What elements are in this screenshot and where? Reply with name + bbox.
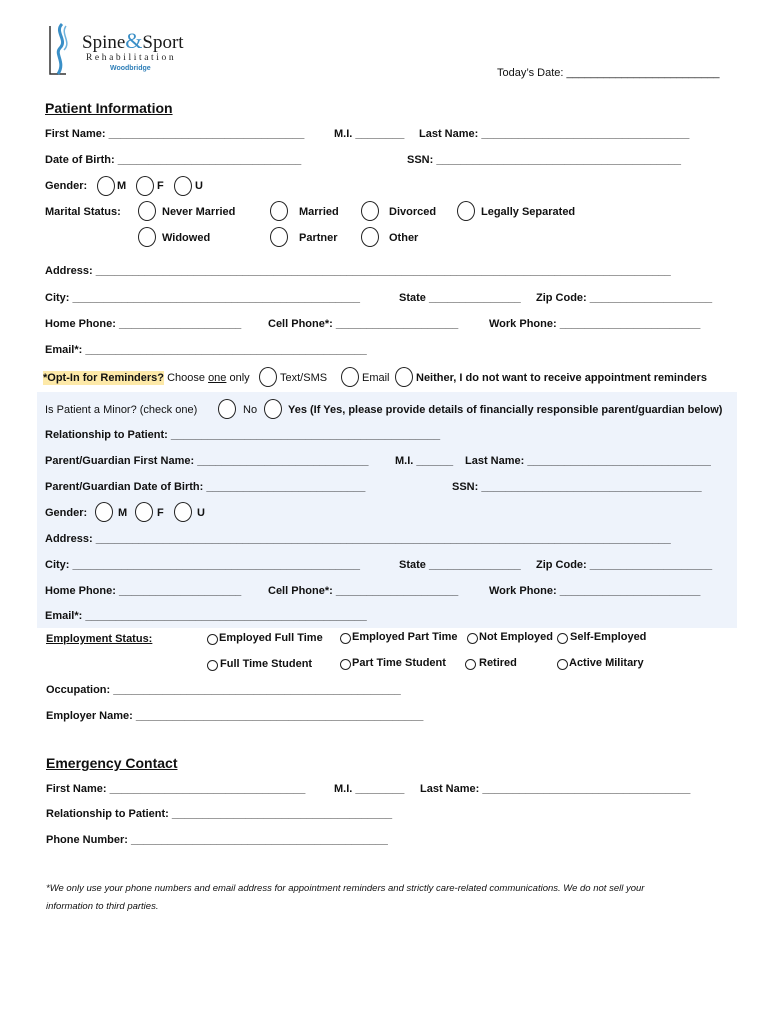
guardian-last-name-field[interactable]: Last Name: ______________________________: [465, 455, 711, 467]
marital-status-label: Marital Status:: [45, 206, 121, 218]
guardian-gender-f-radio[interactable]: [135, 502, 153, 522]
employment-status-label: Employment Status:: [46, 633, 153, 645]
emp-full-time-label: Employed Full Time: [219, 632, 323, 644]
emp-full-time-radio[interactable]: [207, 634, 218, 645]
ec-first-name-field[interactable]: First Name: ________________________________: [46, 783, 306, 795]
ec-last-name-field[interactable]: Last Name: __________________________________: [420, 783, 691, 795]
guardian-gender-label: Gender:: [45, 507, 88, 519]
guardian-gender-m-label: M: [118, 507, 128, 519]
marital-never-married-radio[interactable]: [138, 201, 156, 221]
guardian-work-phone-field[interactable]: Work Phone: _______________________: [489, 585, 701, 597]
opt-text-sms-label: Text/SMS: [280, 372, 328, 384]
guardian-zip-field[interactable]: Zip Code: ____________________: [536, 559, 713, 571]
guardian-gender-u-radio[interactable]: [174, 502, 192, 522]
ssn-field[interactable]: SSN: ________________________________________: [407, 154, 682, 166]
guardian-ssn-field[interactable]: SSN: ____________________________________: [452, 481, 702, 493]
marital-partner-label: Partner: [299, 232, 338, 244]
city-field[interactable]: City: _______________________________________________: [45, 292, 361, 304]
minor-question: Is Patient a Minor? (check one): [45, 404, 198, 416]
marital-widowed-label: Widowed: [162, 232, 211, 244]
emp-self-employed-radio[interactable]: [557, 633, 568, 644]
logo-location: Woodbridge: [110, 65, 151, 72]
emp-active-military-label: Active Military: [569, 657, 644, 669]
state-field[interactable]: State _______________: [399, 292, 521, 304]
opt-text-sms-radio[interactable]: [259, 367, 277, 387]
only-text: only: [229, 372, 250, 384]
guardian-dob-field[interactable]: Parent/Guardian Date of Birth: __________________________: [45, 481, 366, 493]
minor-yes-label: Yes (If Yes, please provide details of financially responsible parent/guardian below): [288, 404, 723, 416]
marital-divorced-label: Divorced: [389, 206, 437, 218]
marital-other-label: Other: [389, 232, 419, 244]
guardian-gender-u-label: U: [197, 507, 205, 519]
minor-yes-radio[interactable]: [264, 399, 282, 419]
privacy-footnote: [46, 880, 644, 916]
logo-spine: Spine: [82, 32, 126, 53]
marital-divorced-radio[interactable]: [361, 201, 379, 221]
employer-name-field[interactable]: Employer Name: _______________________________________________: [46, 710, 424, 722]
emp-self-employed-label: Self-Employed: [570, 631, 647, 643]
emp-not-employed-label: Not Employed: [479, 631, 553, 643]
occupation-field[interactable]: Occupation: _______________________________________________: [46, 684, 401, 696]
choose-text: Choose: [167, 372, 205, 384]
emp-ft-student-radio[interactable]: [207, 660, 218, 671]
guardian-relationship-field[interactable]: Relationship to Patient: ____________________________________________: [45, 429, 441, 441]
guardian-mi-field[interactable]: M.I. ______: [395, 455, 454, 467]
address-field[interactable]: Address: ______________________________________________________________________________________________: [45, 265, 671, 277]
minor-no-radio[interactable]: [218, 399, 236, 419]
opt-email-radio[interactable]: [341, 367, 359, 387]
gender-u-radio[interactable]: [174, 176, 192, 196]
logo-rehab: Rehabilitation: [86, 53, 177, 63]
opt-email-label: Email: [362, 372, 390, 384]
gender-f-radio[interactable]: [136, 176, 154, 196]
gender-f-label: F: [157, 180, 164, 192]
emp-retired-radio[interactable]: [465, 659, 476, 670]
marital-widowed-radio[interactable]: [138, 227, 156, 247]
guardian-address-field[interactable]: Address: ______________________________________________________________________________________________: [45, 533, 671, 545]
marital-other-radio[interactable]: [361, 227, 379, 247]
minor-no-label: No: [243, 404, 258, 416]
dob-field[interactable]: Date of Birth: ______________________________: [45, 154, 302, 166]
email-field[interactable]: Email*: ______________________________________________: [45, 344, 367, 356]
emp-retired-label: Retired: [479, 657, 517, 669]
logo: [46, 22, 196, 78]
ec-relationship-field[interactable]: Relationship to Patient: ____________________________________: [46, 808, 393, 820]
spine-logo-icon: [46, 22, 76, 78]
home-phone-field[interactable]: Home Phone: ____________________: [45, 318, 242, 330]
work-phone-field[interactable]: Work Phone: _______________________: [489, 318, 701, 330]
marital-partner-radio[interactable]: [270, 227, 288, 247]
guardian-cell-phone-field[interactable]: Cell Phone*: ____________________: [268, 585, 459, 597]
mi-field[interactable]: M.I. ________: [334, 128, 405, 140]
ec-phone-field[interactable]: Phone Number: __________________________________________: [46, 834, 388, 846]
todays-date-field[interactable]: Today’s Date: _________________________: [497, 67, 720, 79]
emp-not-employed-radio[interactable]: [467, 633, 478, 644]
patient-info-heading: Patient Information: [45, 100, 173, 116]
emp-pt-student-label: Part Time Student: [352, 657, 446, 669]
guardian-home-phone-field[interactable]: Home Phone: ____________________: [45, 585, 242, 597]
guardian-gender-m-radio[interactable]: [95, 502, 113, 522]
opt-neither-radio[interactable]: [395, 367, 413, 387]
footnote-line-2: information to third parties.: [46, 901, 159, 912]
opt-in-row: [43, 372, 250, 384]
ec-mi-field[interactable]: M.I. ________: [334, 783, 405, 795]
guardian-gender-f-label: F: [157, 507, 164, 519]
gender-m-label: M: [117, 180, 127, 192]
emp-pt-student-radio[interactable]: [340, 659, 351, 670]
zip-field[interactable]: Zip Code: ____________________: [536, 292, 713, 304]
footnote-line-1: *We only use your phone numbers and email address for appointment reminders and strictly care-related communications. We do not sell your: [46, 883, 645, 894]
marital-legally-separated-radio[interactable]: [457, 201, 475, 221]
emp-active-military-radio[interactable]: [557, 659, 568, 670]
emp-ft-student-label: Full Time Student: [220, 658, 313, 670]
first-name-field[interactable]: First Name: ________________________________: [45, 128, 305, 140]
emp-part-time-label: Employed Part Time: [352, 631, 458, 643]
guardian-state-field[interactable]: State _______________: [399, 559, 521, 571]
logo-amp: &: [125, 28, 143, 53]
marital-never-married-label: Never Married: [162, 206, 236, 218]
logo-sport: Sport: [142, 32, 184, 53]
guardian-city-field[interactable]: City: _______________________________________________: [45, 559, 361, 571]
opt-neither-label: Neither, I do not want to receive appointment reminders: [416, 372, 707, 384]
one-text: one: [208, 372, 227, 384]
marital-married-radio[interactable]: [270, 201, 288, 221]
guardian-email-field[interactable]: Email*: ______________________________________________: [45, 610, 367, 622]
gender-u-label: U: [195, 180, 203, 192]
cell-phone-field[interactable]: Cell Phone*: ____________________: [268, 318, 459, 330]
emp-part-time-radio[interactable]: [340, 633, 351, 644]
marital-married-label: Married: [299, 206, 339, 218]
guardian-first-name-field[interactable]: Parent/Guardian First Name: ____________________________: [45, 455, 369, 467]
last-name-field[interactable]: Last Name: __________________________________: [419, 128, 690, 140]
marital-legally-separated-label: Legally Separated: [481, 206, 576, 218]
gender-m-radio[interactable]: [97, 176, 115, 196]
emergency-contact-heading: Emergency Contact: [46, 755, 178, 771]
opt-in-label: *Opt-In for Reminders?: [43, 372, 165, 384]
gender-label: Gender:: [45, 180, 88, 192]
